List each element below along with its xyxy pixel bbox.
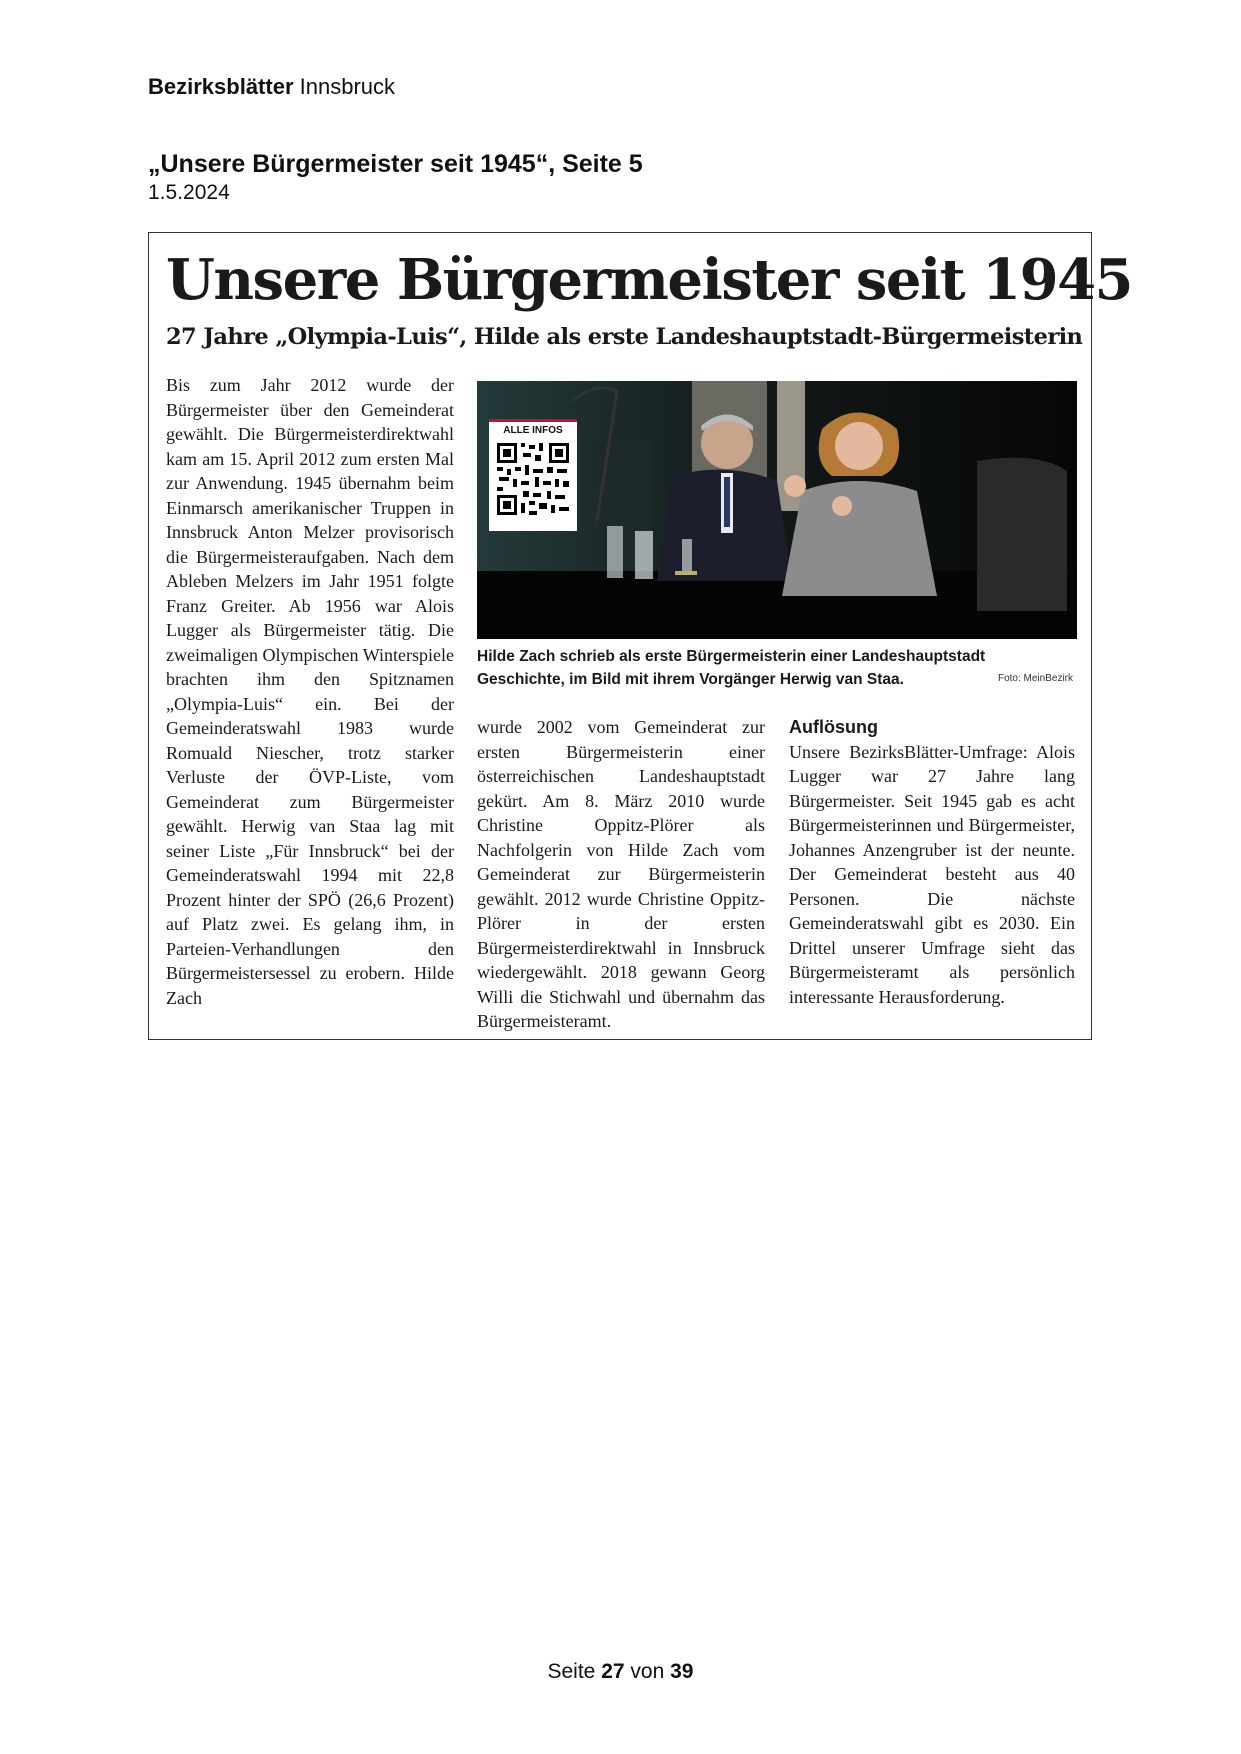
page-prefix: Seite bbox=[547, 1660, 596, 1683]
page-footer bbox=[0, 1660, 1241, 1684]
edition-name: Innsbruck bbox=[299, 74, 396, 99]
page-current: 27 bbox=[601, 1660, 625, 1683]
headline: Unsere Bürgermeister seit 1945 bbox=[166, 247, 1133, 313]
article-column-3 bbox=[789, 715, 1075, 1009]
qr-code-icon bbox=[495, 441, 571, 517]
photo-credit: Foto: MeinBezirk bbox=[997, 673, 1073, 684]
subheadline: 27 Jahre „Olympia-Luis“, Hilde als erste Landeshauptstadt-Bürgermeisterin bbox=[166, 324, 1083, 350]
page-middle: von bbox=[630, 1660, 665, 1683]
qr-info-box[interactable] bbox=[489, 419, 577, 531]
article-column-1 bbox=[166, 373, 454, 1010]
article-photo bbox=[477, 381, 1077, 639]
column-1-text: Bis zum Jahr 2012 wurde der Bürgermeister über den Gemeinderat gewählt. Die Bürgermeisterdirektwahl kam am 15. April 2012 zum ersten Mal zur Anwendung. 1945 übernahm beim Einmarsch amerikanischer Truppen in Innsbruck Anton Melzer provisorisch die Bürgermeisteraufgaben. Nach dem Ableben Melzers im Jahr 1951 folgte Franz Greiter. Ab 1956 war Alois Lugger als Bürgermeister tätig. Die zweimaligen Olympischen Winterspiele brachten ihm den Spitznamen „Olympia-Luis“ ein. Bei der Gemeinderatswahl 1983 wurde Romuald Niescher, trotz starker Verluste der ÖVP-Liste, vom Gemeinderat zum Bürgermeister gewählt. Herwig van Staa lag mit seiner Liste „Für Innsbruck“ bei der Gemeinderatswahl 1994 mit 22,8 Prozent hinter der SPÖ (26,6 Prozent) auf Platz zwei. Es gelang ihm, in Parteien-Verhandlungen den Bürgermeistersessel zu erobern. Hilde Zach bbox=[166, 375, 454, 1008]
document-header bbox=[148, 74, 395, 100]
qr-label: ALLE INFOS bbox=[489, 419, 577, 437]
column-3-heading: Auflösung bbox=[789, 717, 878, 737]
article-reference: „Unsere Bürgermeister seit 1945“, Seite 5 bbox=[148, 150, 643, 178]
photo-caption: Hilde Zach schrieb als erste Bürgermeisterin einer Landeshauptstadt Geschichte, im Bild mit ihrem Vorgänger Herwig van Staa. bbox=[477, 648, 986, 688]
publication-name: Bezirksblätter bbox=[148, 74, 294, 99]
column-3-text: Unsere BezirksBlätter-Umfrage: Alois Lugger war 27 Jahre lang Bürgermeister. Seit 1945 gab es acht Bürgermeisterinnen und Bürgermeister, Johannes Anzengruber ist der neunte. Der Gemeinderat besteht aus 40 Personen. Die nächste Gemeinderatswahl gibt es 2030. Ein Drittel unserer Umfrage sieht das Bürgermeisteramt als persönlich interessante Herausforderung. bbox=[789, 741, 1075, 1007]
column-2-text: wurde 2002 vom Gemeinderat zur ersten Bürgermeisterin einer österreichischen Landeshauptstadt gekürt. Am 8. März 2010 wurde Christine Oppitz-Plörer als Nachfolgerin von Hilde Zach vom Gemeinderat zur Bürgermeisterin gewählt. 2012 wurde Christine Oppitz-Plörer in der ersten Bürgermeisterdirektwahl in Innsbruck wiedergewählt. 2018 gewann Georg Willi die Stichwahl und übernahm das Bürgermeisteramt. bbox=[477, 717, 765, 1031]
publication-date: 1.5.2024 bbox=[148, 181, 230, 204]
page-total: 39 bbox=[670, 1660, 694, 1683]
article-column-2 bbox=[477, 715, 765, 1034]
newspaper-clipping bbox=[148, 232, 1133, 1040]
